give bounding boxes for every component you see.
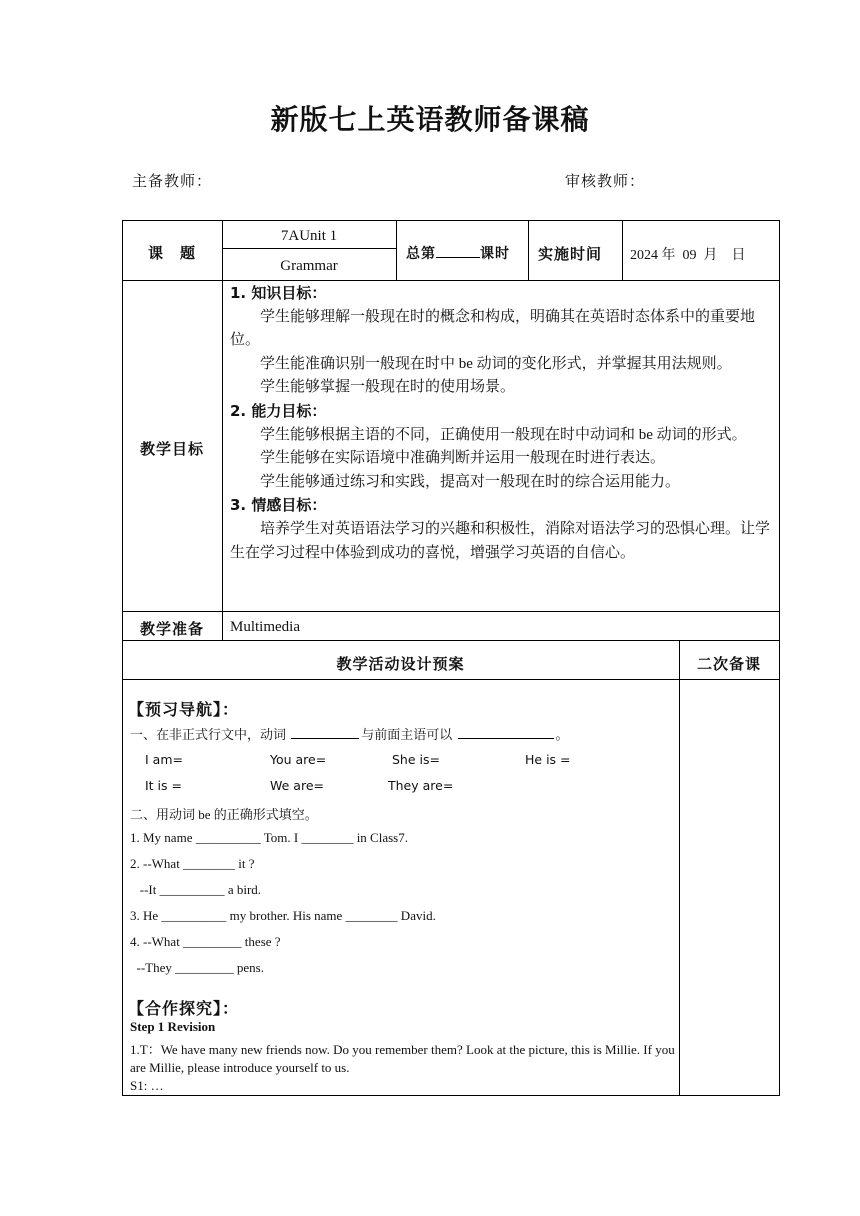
unit-name: 7AUnit 1	[280, 228, 338, 244]
contraction-item: It is =	[145, 778, 182, 793]
period-suffix: 课时	[480, 246, 510, 262]
objectives-content	[230, 282, 774, 565]
chief-teacher-label: 主备教师：	[132, 172, 213, 190]
cooperation-title: 【合作探究】：	[128, 999, 240, 1018]
exercise-line: 3. He __________ my brother. His name ________ David.	[130, 908, 436, 923]
page-title: 新版七上英语教师备课稿	[270, 105, 590, 136]
activity-design-label: 教学活动设计预案	[336, 655, 465, 673]
contraction-item: He is =	[525, 752, 571, 767]
contraction-item: She is=	[392, 752, 440, 767]
preview-question-2: 二、用动词 be 的正确形式填空。	[130, 807, 318, 822]
contraction-item: They are=	[388, 778, 454, 793]
preview-question-1	[130, 724, 569, 743]
exercise-line: 2. --What ________ it ?	[130, 856, 255, 871]
preview-title: 【预习导航】：	[128, 700, 240, 719]
contraction-item: You are=	[270, 752, 327, 767]
ability-item: 学生能够通过练习和实践，提高对一般现在时的综合运用能力。	[260, 473, 681, 490]
knowledge-item: 学生能准确识别一般现在时中 be 动词的变化形式，并掌握其用法规则。	[260, 355, 732, 372]
ability-item: 学生能够根据主语的不同，正确使用一般现在时中动词和 be 动词的形式。	[260, 426, 747, 443]
ability-title: 2. 能力目标：	[230, 401, 327, 420]
objectives-label: 教学目标	[139, 440, 204, 458]
period-blank	[436, 243, 480, 258]
q1-text-c: 。	[555, 727, 569, 742]
contraction-item: We are=	[270, 778, 324, 793]
exercise-line: 1. My name __________ Tom. I ________ in Class7.	[130, 830, 408, 845]
lesson-name: Grammar	[280, 258, 338, 274]
q1-text-a: 一、在非正式行文中，动词	[130, 727, 287, 742]
preparation-value: Multimedia	[230, 619, 300, 635]
exercise-line: --It __________ a bird.	[130, 882, 262, 897]
contraction-item: I am=	[145, 752, 183, 767]
step-title: Step 1 Revision	[130, 1019, 216, 1034]
ability-item: 学生能够在实际语境中准确判断并运用一般现在时进行表达。	[260, 450, 666, 467]
date-label: 实施时间	[538, 245, 603, 263]
exercise-line: 4. --What _________ these ?	[130, 934, 281, 949]
emotion-item: 培养学生对英语语法学习的兴趣和积极性，消除对语法学习的恐惧心理。让学生在学习过程中体验到成功的喜悦，增强学习英语的自信心。	[230, 520, 771, 561]
student-response: S1: …	[130, 1078, 164, 1093]
q1-text-b: 与前面主语可以	[361, 727, 453, 742]
q1-blank-2	[458, 724, 554, 739]
exercise-line: --They _________ pens.	[130, 960, 264, 975]
step-paragraph: 1.T：We have many new friends now. Do you remember them? Look at the picture, this is Millie. If you are Millie, please introduce yourself to us.	[130, 1042, 675, 1075]
review-teacher-label: 审核教师：	[565, 172, 646, 190]
knowledge-title: 1. 知识目标：	[230, 284, 327, 302]
topic-label: 课 题	[147, 244, 196, 262]
period-field	[406, 243, 510, 263]
date-value: 2024 年 09 月 日	[630, 248, 746, 263]
q1-blank-1	[291, 724, 359, 739]
knowledge-item: 学生能够掌握一般现在时的使用场景。	[260, 379, 516, 396]
second-prep-label: 二次备课	[696, 655, 761, 673]
knowledge-item: 学生能够理解一般现在时的概念和构成，明确其在英语时态体系中的重要地位。	[230, 308, 756, 349]
period-prefix: 总第	[406, 246, 436, 262]
emotion-title: 3. 情感目标：	[230, 496, 327, 515]
preparation-label: 教学准备	[139, 620, 204, 638]
